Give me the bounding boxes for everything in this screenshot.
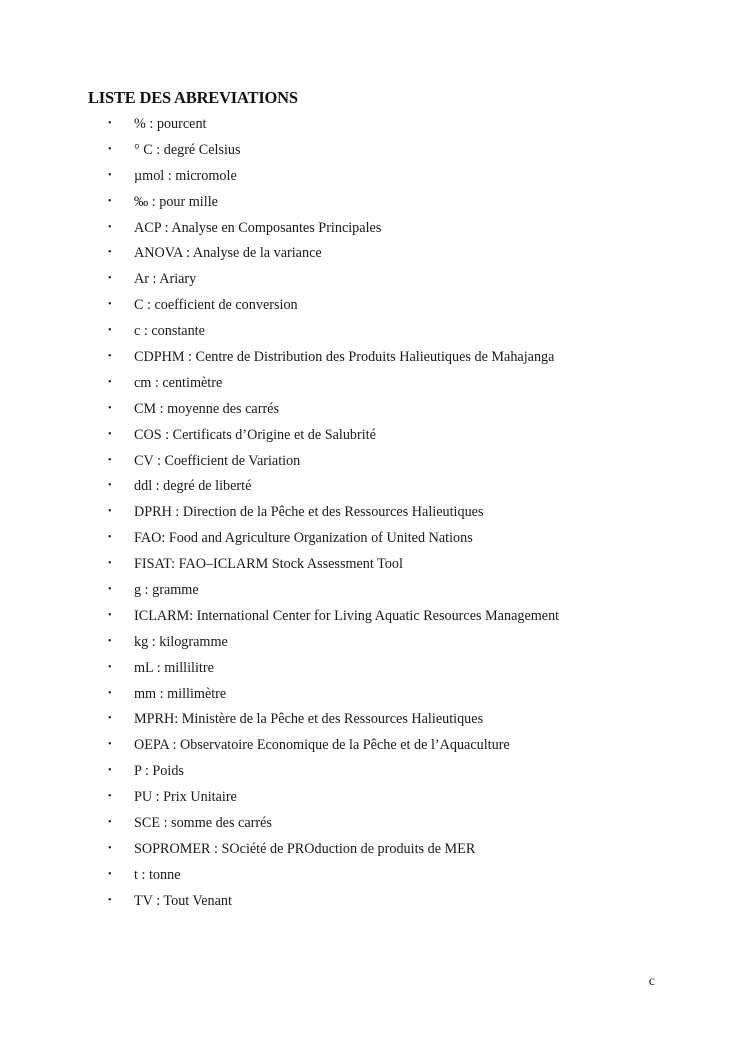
bullet-icon: • (108, 402, 112, 414)
abbreviation-entry: OEPA : Observatoire Economique de la Pêche et de l’Aquaculture (134, 737, 510, 754)
bullet-icon: • (108, 118, 112, 129)
bullet-icon: • (108, 791, 112, 803)
abbreviation-list (108, 114, 559, 917)
list-item (108, 502, 559, 528)
abbreviation-entry: ICLARM: International Center for Living Aquatic Resources Management (134, 607, 560, 624)
abbreviation-entry: µmol : micromole (134, 167, 237, 184)
list-item (108, 606, 559, 632)
abbreviation-entry: ANOVA : Analyse de la variance (134, 245, 322, 262)
abbreviation-entry: Ar : Ariary (134, 271, 197, 288)
bullet-icon: • (108, 143, 112, 155)
bullet-icon: • (108, 817, 112, 829)
bullet-icon: • (108, 609, 112, 621)
bullet-icon: • (108, 842, 112, 854)
abbreviation-entry: FAO: Food and Agriculture Organization of United Nations (134, 530, 473, 547)
bullet-icon: • (108, 661, 112, 673)
bullet-icon: • (108, 351, 112, 363)
bullet-icon: • (108, 584, 112, 596)
list-item (108, 839, 559, 865)
list-item (108, 684, 559, 710)
list-item (108, 865, 559, 891)
list-item (108, 476, 559, 502)
abbreviation-entry: mL : millilitre (134, 659, 214, 676)
abbreviation-entry: CV : Coefficient de Variation (134, 452, 301, 469)
list-item (108, 114, 559, 140)
bullet-icon: • (108, 428, 112, 440)
page-title: LISTE DES ABREVIATIONS (88, 88, 298, 107)
bullet-icon: • (108, 868, 112, 880)
bullet-icon: • (108, 299, 112, 311)
abbreviation-entry: PU : Prix Unitaire (134, 789, 237, 806)
bullet-icon: • (108, 894, 112, 906)
bullet-icon: • (108, 454, 112, 466)
abbreviation-entry: CDPHM : Centre de Distribution des Produits Halieutiques de Mahajanga (134, 349, 555, 366)
abbreviation-entry: FISAT: FAO–ICLARM Stock Assessment Tool (134, 556, 403, 573)
list-item (108, 787, 559, 813)
bullet-icon: • (108, 532, 112, 544)
list-item (108, 373, 559, 399)
bullet-icon: • (108, 506, 112, 518)
bullet-icon: • (108, 558, 112, 570)
list-item (108, 192, 559, 218)
list-item (108, 813, 559, 839)
list-item (108, 140, 559, 166)
abbreviation-entry: MPRH: Ministère de la Pêche et des Ressources Halieutiques (134, 711, 484, 728)
list-item (108, 243, 559, 269)
bullet-icon: • (108, 635, 112, 647)
abbreviation-entry: CM : moyenne des carrés (134, 400, 279, 417)
list-item (108, 528, 559, 554)
abbreviation-entry: kg : kilogramme (134, 633, 228, 650)
list-item (108, 632, 559, 658)
bullet-icon: • (108, 169, 112, 181)
list-item (108, 295, 559, 321)
abbreviation-entry: c : constante (134, 323, 205, 340)
list-item (108, 554, 559, 580)
bullet-icon: • (108, 480, 112, 492)
list-item (108, 218, 559, 244)
abbreviation-entry: TV : Tout Venant (134, 892, 232, 909)
list-item (108, 580, 559, 606)
list-item (108, 347, 559, 373)
bullet-icon: • (108, 195, 112, 207)
abbreviation-entry: DPRH : Direction de la Pêche et des Ressources Halieutiques (134, 504, 484, 521)
abbreviation-entry: ACP : Analyse en Composantes Principales (134, 219, 382, 236)
list-item (108, 166, 559, 192)
bullet-icon: • (108, 325, 112, 337)
list-item (108, 735, 559, 761)
bullet-icon: • (108, 221, 112, 233)
abbreviation-entry: ° C : degré Celsius (134, 141, 241, 158)
abbreviation-entry: % : pourcent (134, 116, 207, 132)
abbreviation-entry: t : tonne (134, 866, 181, 883)
bullet-icon: • (108, 713, 112, 725)
abbreviation-entry: ddl : degré de liberté (134, 478, 252, 495)
abbreviation-entry: SOPROMER : SOciété de PROduction de produits de MER (134, 840, 476, 857)
abbreviation-entry: C : coefficient de conversion (134, 297, 298, 314)
list-item (108, 658, 559, 684)
page-number: c (648, 974, 655, 989)
bullet-icon: • (108, 765, 112, 777)
list-item (108, 891, 559, 917)
abbreviation-entry: mm : millimètre (134, 685, 227, 702)
abbreviation-entry: SCE : somme des carrés (134, 815, 272, 832)
list-item (108, 709, 559, 735)
list-item (108, 451, 559, 477)
abbreviation-entry: ‰ : pour mille (134, 193, 218, 210)
list-item (108, 321, 559, 347)
bullet-icon: • (108, 273, 112, 285)
list-item (108, 425, 559, 451)
list-item (108, 399, 559, 425)
abbreviation-entry: P : Poids (134, 763, 184, 780)
abbreviation-entry: g : gramme (134, 582, 199, 599)
abbreviation-entry: COS : Certificats d’Origine et de Salubrité (134, 426, 376, 443)
list-item (108, 761, 559, 787)
bullet-icon: • (108, 376, 112, 388)
list-item (108, 269, 559, 295)
abbreviation-entry: cm : centimètre (134, 374, 223, 391)
bullet-icon: • (108, 687, 112, 699)
bullet-icon: • (108, 739, 112, 751)
bullet-icon: • (108, 247, 112, 259)
